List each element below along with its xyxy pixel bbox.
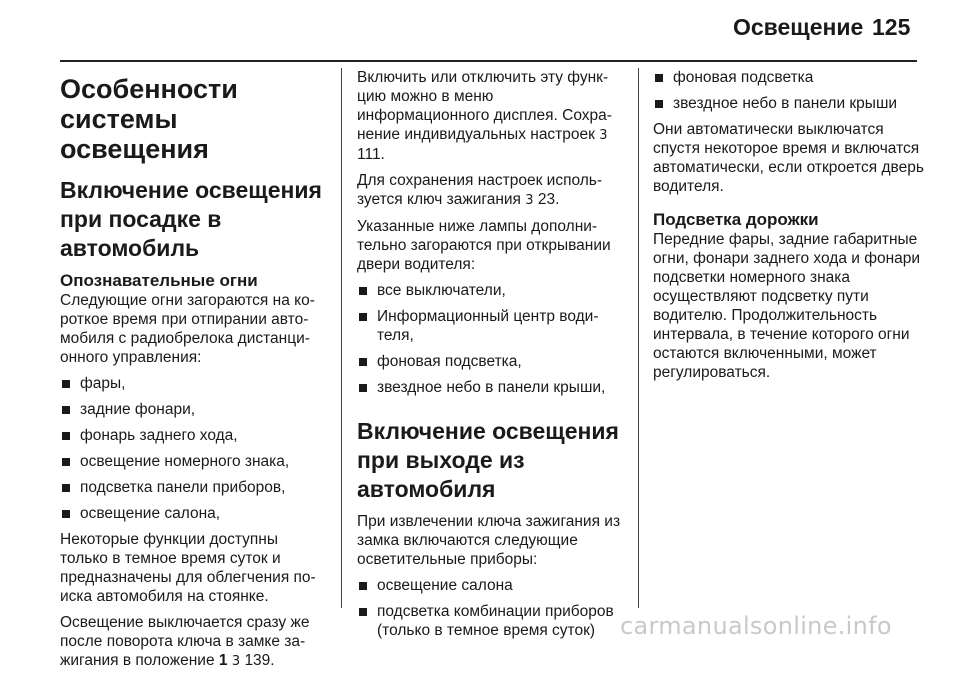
ignition-position: 1	[218, 652, 228, 669]
column-1	[60, 68, 328, 678]
column-divider	[638, 68, 639, 608]
subsection-title: Опознавательные огни	[60, 271, 258, 290]
page-ref-link[interactable]: 139.	[244, 652, 275, 669]
list-item: подсветка комбинации приборов (только в темное время суток)	[357, 602, 629, 640]
page-ref-link[interactable]: 111.	[357, 146, 385, 163]
bullet-list	[653, 68, 925, 113]
header-title: Освещение	[733, 14, 864, 40]
list-item: фоновая подсветка	[653, 68, 925, 87]
paragraph	[60, 613, 328, 671]
list-item: фары,	[60, 374, 328, 393]
list-item: задние фонари,	[60, 400, 328, 419]
section-title: Включение освещения при посадке в автомобиль	[60, 177, 322, 261]
list-item: освещение салона	[357, 576, 629, 595]
paragraph: Передние фары, задние габаритные огни, фонари заднего хода и фонари подсветки номерного знака осуществляют подсветку пути водителю. Продолжительность интервала, в течение которого огни остаются включенными, может регулироваться.	[653, 231, 921, 381]
list-item: подсветка панели приборов,	[60, 478, 328, 497]
watermark: carmanualsonline.info	[620, 612, 892, 640]
paragraph: Они автоматически выключатся спустя некоторое время и включатся автоматически, если откроется дверь водителя.	[653, 121, 924, 195]
list-item: звездное небо в панели крыши	[653, 94, 925, 113]
paragraph-text: Освещение выключается сразу же после поворота ключа в замке зажигания в положение	[60, 614, 310, 669]
subsection-title: Подсветка дорожки	[653, 210, 819, 229]
paragraph: Указанные ниже лампы дополнительно загораются при открывании двери водителя:	[357, 218, 611, 273]
list-item: все выключатели,	[357, 281, 629, 300]
bullet-list	[60, 374, 328, 523]
list-item: освещение салона,	[60, 504, 328, 523]
column-divider	[341, 68, 342, 608]
paragraph: При извлечении ключа зажигания из замка включаются следующие осветительные приборы:	[357, 513, 621, 568]
page-ref-icon: 3	[599, 128, 608, 143]
page-ref-icon: 3	[525, 193, 534, 208]
bullet-list	[357, 281, 629, 397]
column-3	[653, 68, 925, 389]
page-number: 125	[872, 14, 911, 40]
list-item: фоновая подсветка,	[357, 352, 629, 371]
list-item: Информационный центр водителя,	[357, 307, 629, 345]
page-ref-icon: 3	[231, 654, 241, 669]
column-2	[357, 68, 629, 647]
bullet-list	[357, 576, 629, 640]
section-title: Включение освещения при выходе из автомобиля	[357, 418, 619, 502]
paragraph: Некоторые функции доступны только в темное время суток и предназначены для облегчения поиска автомобиля на стоянке.	[60, 531, 316, 605]
list-item: звездное небо в панели крыши,	[357, 378, 629, 397]
paragraph: Следующие огни загораются на короткое время при отпирании автомобиля с радиобрелока дистанционного управления:	[60, 292, 315, 366]
paragraph-text: Включить или отключить эту функцию можно в меню информационного дисплея. Сохранение индивидуальных настроек	[357, 69, 612, 143]
header-rule	[60, 60, 917, 62]
paragraph	[357, 171, 629, 210]
page-header	[0, 0, 960, 62]
page-ref-link[interactable]: 23.	[537, 191, 560, 208]
main-title: Особенности системы освещения	[60, 74, 238, 164]
paragraph	[357, 68, 629, 164]
list-item: освещение номерного знака,	[60, 452, 328, 471]
list-item: фонарь заднего хода,	[60, 426, 328, 445]
paragraph-text: Для сохранения настроек используется ключ зажигания	[357, 172, 603, 208]
